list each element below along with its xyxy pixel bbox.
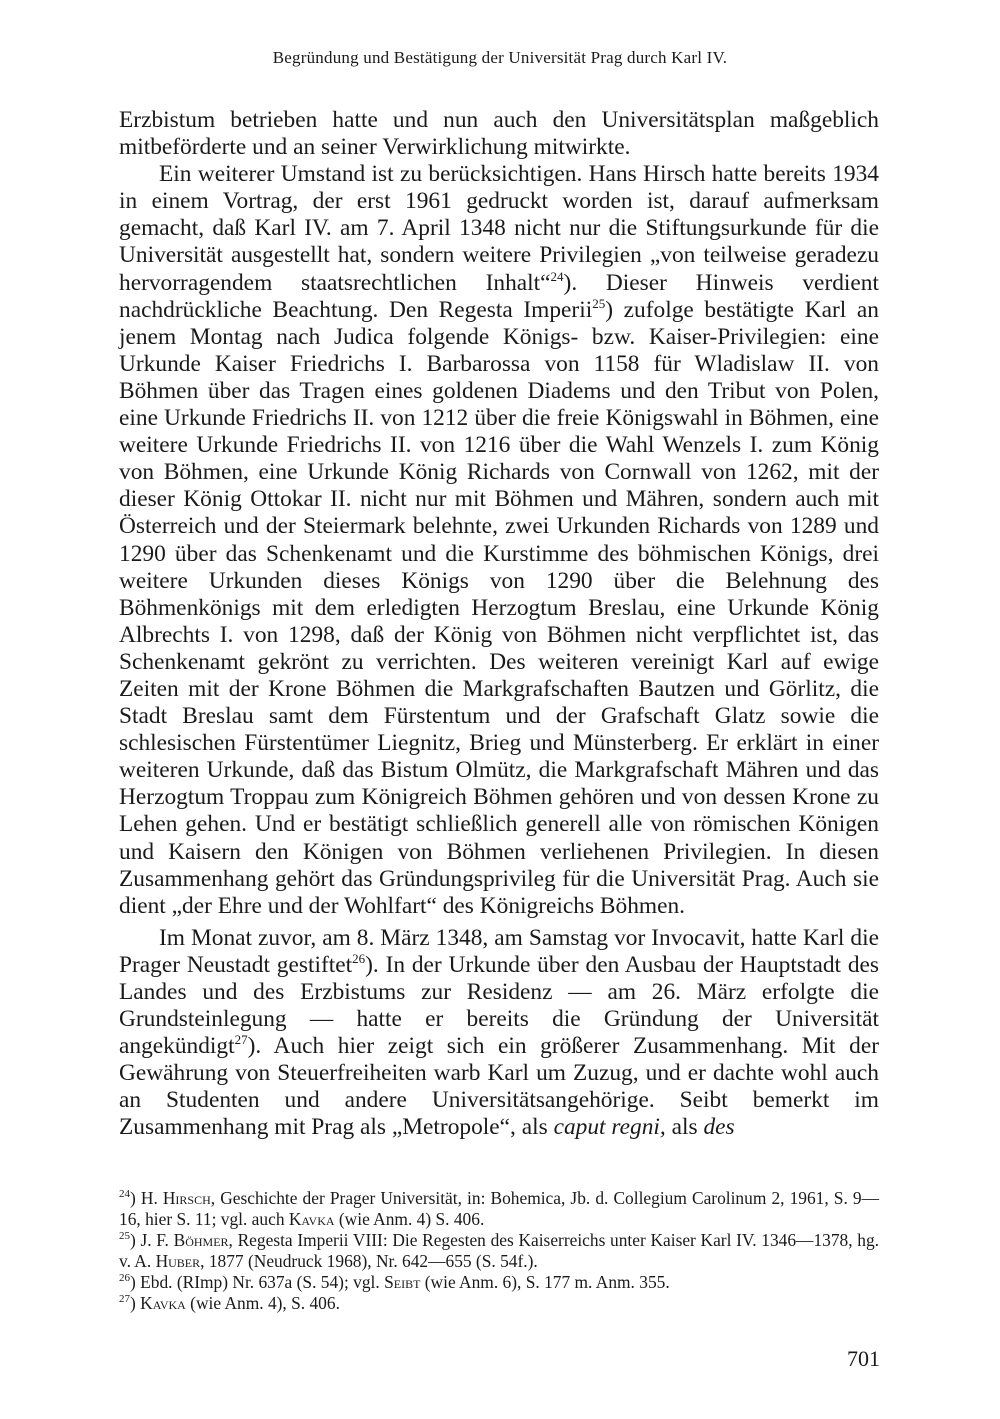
footnote-number: 25 <box>119 1230 130 1242</box>
paragraph-1 <box>119 107 879 161</box>
footnote-number: 27 <box>119 1293 130 1305</box>
footnote-25 <box>119 1230 879 1272</box>
italic-text: caput regni, <box>553 1114 666 1141</box>
text-span: ) Ebd. (RImp) Nr. 637a (S. 54); vgl. <box>130 1272 385 1292</box>
text-span: , Geschichte der Prager Universität, in: Bohemica, Jb. d. Collegium Carolinum 2, 1961, S. 9—16, hier S. 11; vgl. auch <box>119 1188 879 1229</box>
italic-text: des <box>703 1114 735 1141</box>
author-name: Böhmer <box>173 1230 229 1250</box>
text-span: ) zufolge bestätigte Karl an jenem Montag nach Judica folgende Königs- bzw. Kaiser-Privilegien: eine Urkunde Kaiser Friedrichs I. Barbarossa von 1158 für Wladislaw II. von Böhmen über das Tragen eines goldenen Diadems und den Tribut von Polen, eine Urkunde Friedrichs II. von 1212 über die freie Königswahl in Böhmen, eine weitere Urkunde Friedrichs II. von 1216 über die Wahl Wenzels I. zum König von Böhmen, eine Urkunde König Richards von Cornwall von 1262, mit der dieser König Ottokar II. nicht nur mit Böhmen und Mähren, sondern auch mit Österreich und der Steiermark belehnte, zwei Urkunden Richards von 1289 und 1290 über das Schenkenamt und die Kurstimme des böhmischen Königs, drei weitere Urkunden dieses Königs von 1290 über die Belehnung des Böhmenkönigs mit dem erledigten Herzogtum Breslau, eine Urkunde König Albrechts I. von 1298, daß der König von Böhmen nicht verpflichtet ist, das Schenkenamt gekrönt zu verrichten. Des weiteren vereinigt Karl auf ewige Zeiten mit der Krone Böhmen die Markgrafschaften Bautzen und Görlitz, die Stadt Breslau samt dem Fürstentum und der Grafschaft Glatz sowie die schlesischen Fürstentümer Liegnitz, Brieg und Münsterberg. Er erklärt in einer weiteren Urkunde, daß das Bistum Olmütz, die Markgrafschaft Mähren und das Herzogtum Troppau zum Königreich Böhmen gehören und von dessen Krone zu Lehen gehen. Und er bestätigt schließlich generell alle von römischen Königen und Kaisern den Königen von Böhmen verliehenen Privilegien. In diesen Zusammenhang gehört das Gründungsprivileg für die Universität Prag. Auch sie dient „der Ehre und der Wohlfart“ des Königreichs Böhmen. <box>119 296 879 919</box>
footnotes <box>119 1188 879 1314</box>
footnote-27 <box>119 1293 879 1314</box>
author-name: Seibt <box>384 1272 421 1292</box>
text-span: (wie Anm. 4) S. 406. <box>334 1209 485 1229</box>
paragraph-2 <box>119 161 879 920</box>
author-name: Kavka <box>140 1293 186 1313</box>
text-span: Erzbistum betrieben hatte und nun auch den Universitätsplan maßgeblich mitbeförderte und an seiner Verwirklichung mitwirkte. <box>119 107 879 161</box>
body-text <box>119 107 879 1142</box>
footnote-ref-27: 27 <box>234 1032 248 1048</box>
text-span: , 1877 (Neudruck 1968), Nr. 642—655 (S. 54f.). <box>200 1251 538 1271</box>
running-head: Begründung und Bestätigung der Universität Prag durch Karl IV. <box>272 48 728 67</box>
footnote-ref-26: 26 <box>352 950 366 966</box>
footnote-24 <box>119 1188 879 1230</box>
text-span: ). Dieser Hinweis verdient nachdrückliche Beachtung. Den Regesta Imperii <box>119 269 879 323</box>
footnote-ref-25: 25 <box>592 295 606 311</box>
text-span: Im Monat zuvor, am 8. März 1348, am Samstag vor Invocavit, hatte Karl die Prager Neustadt gestiftet <box>119 924 879 978</box>
page-number: 701 <box>847 1346 880 1371</box>
text-span: ) J. F. <box>130 1230 174 1250</box>
text-span: ). Auch hier zeigt sich ein größerer Zusammenhang. Mit der Gewährung von Steuerfreiheiten warb Karl um Zuzug, und er dachte wohl auch an Studenten und andere Universitätsangehörige. Seibt bemerkt im Zusammenhang mit Prag als „Metropole“, als <box>119 1033 879 1141</box>
text-span: (wie Anm. 6), S. 177 m. Anm. 355. <box>420 1272 670 1292</box>
footnote-number: 24 <box>119 1188 130 1200</box>
author-name: Huber <box>155 1251 201 1271</box>
text-span: ). In der Urkunde über den Ausbau der Hauptstadt des Landes und des Erzbistums zur Residenz — am 26. März erfolgte die Grundsteinlegung — hatte er bereits die Gründung der Universität angekündigt <box>119 951 880 1060</box>
text-span: (wie Anm. 4), S. 406. <box>185 1293 340 1313</box>
footnote-26 <box>119 1272 879 1293</box>
paragraph-3 <box>119 925 879 1142</box>
footnote-ref-24: 24 <box>550 268 564 284</box>
text-span: als <box>665 1114 704 1141</box>
text-span: ) <box>130 1293 141 1313</box>
text-span: ) H. <box>130 1188 163 1208</box>
text-span: , Regesta Imperii VIII: Die Regesten des Kaiserreichs unter Kaiser Karl IV. 1346—1378, hg. v. A. <box>119 1230 879 1271</box>
footnote-number: 26 <box>119 1272 130 1284</box>
text-span: Ein weiterer Umstand ist zu berücksichtigen. Hans Hirsch hatte bereits 1934 in einem Vortrag, der erst 1961 gedruckt worden ist, darauf aufmerksam gemacht, daß Karl IV. am 7. April 1348 nicht nur die Stiftungsurkunde für die Universität ausgestellt hat, sondern weitere Privilegien „von teilweise geradezu hervorragendem staatsrechtlichen Inhalt“ <box>119 161 879 296</box>
author-name: Hirsch <box>162 1188 211 1208</box>
author-name: Kavka <box>288 1209 335 1229</box>
